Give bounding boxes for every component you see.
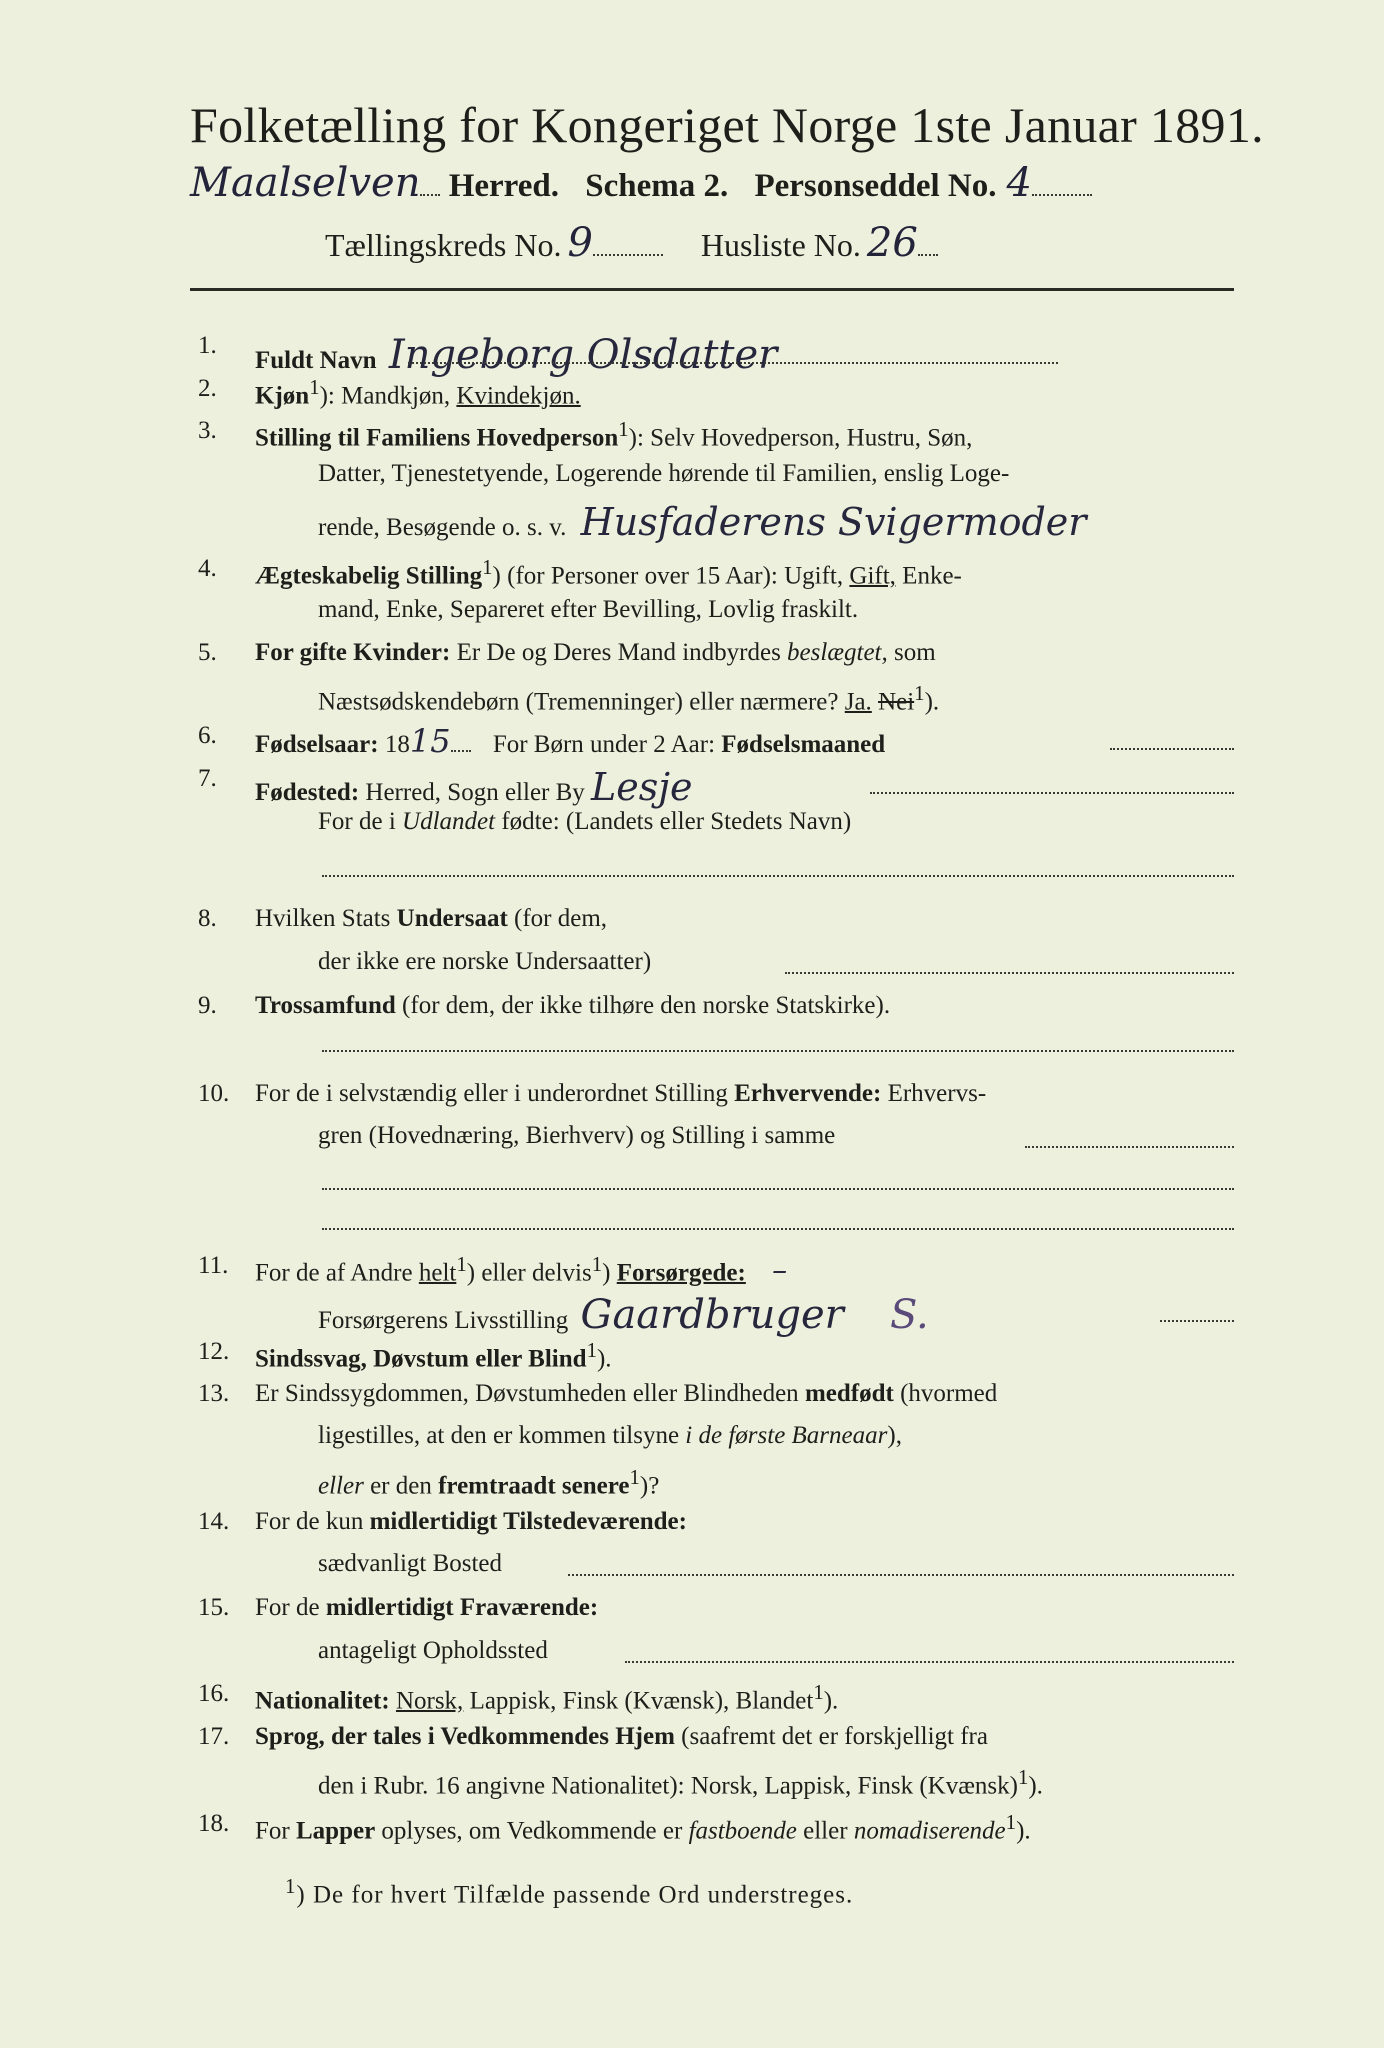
q11-label: Forsørgede: — [616, 1259, 746, 1287]
q7-line-2 — [318, 808, 851, 836]
header-rule — [190, 288, 1234, 291]
q11-line-1 — [255, 1252, 787, 1288]
footnote — [285, 1874, 853, 1909]
q11-dotted-line — [1160, 1320, 1234, 1322]
q18-text-1b: oplyses, om Vedkommende er — [381, 1817, 683, 1845]
q16-text: Lappisk, Finsk (Kvænsk), Blandet — [469, 1687, 814, 1715]
q11-mark-2: S. — [890, 1292, 929, 1338]
q2-footnote-ref: 1 — [309, 375, 320, 399]
q5-number: 5. — [198, 639, 217, 666]
q16-end: ). — [823, 1687, 839, 1715]
q14-dotted-line — [568, 1574, 1234, 1576]
schema-label: Schema 2. — [585, 168, 729, 204]
q8-number: 8. — [198, 905, 217, 932]
q12-footnote-ref: 1 — [586, 1338, 597, 1362]
q16-label: Nationalitet: — [255, 1687, 390, 1715]
q17-label: Sprog, der tales i Vedkommendes Hjem — [255, 1723, 675, 1750]
q6-text: For Børn under 2 Aar: — [492, 731, 716, 758]
q2-selected: Kvindekjøn. — [456, 382, 581, 410]
q9-line — [255, 992, 890, 1020]
q7-text-1: Herred, Sogn eller By — [365, 779, 585, 806]
q5-nei: Nei — [878, 688, 915, 716]
q18-italic-1: fastboende — [688, 1817, 797, 1845]
q12-line — [255, 1338, 612, 1373]
q18-label: Lapper — [295, 1817, 376, 1845]
q8-text-1a: Hvilken Stats — [255, 905, 391, 932]
q14-number: 14. — [198, 1508, 230, 1535]
q5-end: ). — [924, 688, 940, 716]
q13-text-2a: ligestilles, at den er kommen tilsyne — [318, 1422, 680, 1449]
q10-dotted-line-3 — [322, 1228, 1234, 1230]
q11-text-1b: ) eller delvis — [466, 1259, 592, 1287]
q6-number: 6. — [198, 722, 217, 749]
q17-line-2 — [318, 1765, 1043, 1800]
q4-text-1b: Enke- — [902, 562, 962, 590]
q11-footnote-ref-2: 1 — [591, 1252, 603, 1276]
q2-line — [255, 375, 581, 410]
q14-text-1: For de kun — [255, 1508, 364, 1535]
q1-number: 1. — [198, 332, 217, 359]
q13-text-2b: ), — [887, 1422, 902, 1449]
q4-text-2: mand, Enke, Separeret efter Bevilling, Lovlig fraskilt. — [318, 596, 859, 623]
q3-line-1 — [255, 417, 972, 452]
q1-line — [255, 332, 777, 378]
q13-line-1 — [255, 1380, 997, 1408]
q13-label-3: fremtraadt senere — [438, 1472, 630, 1500]
q15-line-1 — [255, 1594, 598, 1622]
q12-number: 12. — [198, 1338, 230, 1365]
q10-text-1b: Erhvervs- — [887, 1080, 987, 1107]
q3-label: Stilling til Familiens Hovedperson — [255, 424, 619, 452]
q2-label: Kjøn — [255, 382, 310, 410]
q11-footnote-ref: 1 — [456, 1252, 467, 1276]
q15-text-1: For de — [255, 1594, 320, 1621]
q10-number: 10. — [198, 1080, 230, 1107]
q13-label: medfødt — [804, 1380, 894, 1407]
q1-label: Fuldt Navn — [255, 347, 377, 374]
q7-label: Fødested: — [255, 779, 360, 806]
q7-number: 7. — [198, 765, 217, 792]
q17-text-2: den i Rubr. 16 angivne Nationalitet): Norsk, Lappisk, Finsk (Kvænsk) — [318, 1772, 1018, 1800]
q18-text-1c: eller — [803, 1817, 848, 1845]
q15-text-2: antageligt Opholdssted — [318, 1637, 548, 1664]
q5-text-1-italic: beslægtet, — [787, 639, 888, 666]
q13-text-3b: )? — [639, 1472, 660, 1500]
q3-value: Husfaderens Svigermoder — [580, 500, 1087, 544]
q7-dotted-line-2 — [322, 875, 1234, 877]
q14-text-2: sædvanligt Bosted — [318, 1550, 503, 1577]
q2-text: ): Mandkjøn, — [319, 382, 451, 410]
q13-text-1b: (hvormed — [900, 1380, 998, 1407]
q4-number: 4. — [198, 555, 217, 582]
q9-dotted-line — [322, 1050, 1234, 1052]
q17-end: ). — [1028, 1772, 1043, 1800]
q3-text-2: Datter, Tjenestetyende, Logerende hørende til Familien, enslig Loge- — [318, 460, 1010, 487]
q7-text-2-italic: Udlandet — [402, 808, 496, 835]
q5-ja: Ja. — [844, 688, 872, 716]
q1-value: Ingeborg Olsdatter — [388, 332, 778, 378]
husliste-value: 26 — [866, 220, 918, 266]
q14-line-1 — [255, 1508, 687, 1536]
q7-text-2a: For de i — [318, 808, 396, 835]
q11-value: Gaardbruger — [580, 1292, 844, 1338]
q6-dotted-line — [1110, 748, 1234, 750]
q4-line-1 — [255, 555, 962, 590]
q7-line-1 — [255, 765, 693, 809]
q3-text-1: ): Selv Hovedperson, Hustru, Søn, — [628, 424, 973, 452]
q11-number: 11. — [198, 1252, 229, 1279]
q10-dotted-line — [1025, 1146, 1234, 1148]
q11-mark: – — [772, 1253, 788, 1289]
q13-number: 13. — [198, 1380, 230, 1407]
kreds-value: 9 — [567, 220, 593, 266]
q6-prefix: 18 — [384, 731, 410, 758]
header-row-1 — [190, 160, 1092, 206]
q13-line-3 — [318, 1465, 659, 1500]
q3-line-3 — [318, 500, 1086, 544]
q7-value: Lesje — [591, 765, 693, 809]
q8-dotted-line — [785, 972, 1234, 974]
q18-footnote-ref: 1 — [1005, 1810, 1017, 1834]
q17-line-1 — [255, 1723, 988, 1751]
q12-end: ). — [596, 1345, 612, 1373]
q4-label: Ægteskabelig Stilling — [255, 562, 483, 590]
q16-footnote-ref: 1 — [813, 1680, 824, 1704]
q17-text-1: (saafremt det er forskjelligt fra — [681, 1723, 988, 1750]
q5-footnote-ref: 1 — [914, 681, 925, 705]
footnote-text: ) De for hvert Tilfælde passende Ord understreges. — [296, 1881, 854, 1909]
dotted-leader — [1032, 194, 1092, 196]
q14-label: midlertidigt Tilstedeværende: — [369, 1508, 687, 1535]
q15-dotted-line — [625, 1661, 1234, 1663]
q9-label: Trossamfund — [255, 992, 396, 1019]
q11-text-1c: ) — [602, 1259, 611, 1287]
kreds-label: Tællingskreds No. — [325, 227, 562, 263]
q10-text-2: gren (Hovednæring, Bierhverv) og Stilling i samme — [318, 1122, 836, 1149]
q8-label: Undersaat — [396, 905, 508, 932]
q10-dotted-line-2 — [322, 1188, 1234, 1190]
q12-label: Sindssvag, Døvstum eller Blind — [255, 1345, 587, 1373]
dotted-leader — [420, 194, 440, 196]
q11-selected: helt — [418, 1259, 457, 1287]
q18-number: 18. — [198, 1810, 230, 1837]
q8-line-1 — [255, 905, 607, 933]
q13-text-1: Er Sindssygdommen, Døvstumheden eller Blindheden — [255, 1380, 799, 1407]
q18-line — [255, 1810, 1031, 1845]
q7-text-2b: fødte: (Landets eller Stedets Navn) — [501, 808, 852, 835]
q18-italic-2: nomadiserende — [853, 1817, 1006, 1845]
q13-footnote-ref: 1 — [629, 1465, 640, 1489]
q7-dotted-line — [870, 792, 1234, 794]
q5-text-1: Er De og Deres Mand indbyrdes — [456, 639, 781, 666]
personseddel-value: 4 — [1006, 160, 1032, 206]
q9-text: (for dem, der ikke tilhøre den norske Statskirke). — [402, 992, 891, 1019]
q2-number: 2. — [198, 375, 217, 402]
q6-label: Fødselsaar: — [255, 731, 379, 758]
q16-number: 16. — [198, 1680, 230, 1707]
q16-line — [255, 1680, 838, 1715]
q15-number: 15. — [198, 1594, 230, 1621]
q8-text-1b: (for dem, — [514, 905, 608, 932]
q4-text-1: ) (for Personer over 15 Aar): Ugift, — [492, 562, 844, 590]
q13-text-2-italic: i de første Barneaar — [685, 1422, 888, 1449]
dotted-leader — [593, 254, 663, 256]
q5-label: For gifte Kvinder: — [255, 639, 451, 666]
husliste-label: Husliste No. — [700, 227, 861, 263]
q3-number: 3. — [198, 417, 217, 444]
q13-line-2 — [318, 1422, 902, 1450]
q11-text-1: For de af Andre — [255, 1259, 413, 1287]
q18-end: ). — [1016, 1817, 1031, 1845]
q13-text-3a: er den — [370, 1472, 432, 1500]
header-row-2 — [325, 220, 938, 266]
q6-line — [255, 722, 885, 760]
q3-footnote-ref: 1 — [618, 417, 629, 441]
q17-number: 17. — [198, 1723, 230, 1750]
q11-line-2 — [318, 1292, 929, 1338]
q16-selected: Norsk, — [395, 1687, 464, 1715]
q8-text-2: der ikke ere norske Undersaatter) — [318, 948, 652, 975]
q15-label: midlertidigt Fraværende: — [325, 1594, 599, 1621]
personseddel-label: Personseddel No. — [754, 168, 997, 204]
q4-selected: Gift, — [849, 562, 896, 590]
q18-text-1: For — [255, 1817, 290, 1845]
q6-value: 15 — [409, 722, 451, 760]
q6-label-2: Fødselsmaaned — [721, 731, 886, 758]
q3-text-3: rende, Besøgende o. s. v. — [318, 514, 567, 541]
herred-value: Maalselven — [190, 160, 421, 206]
q9-number: 9. — [198, 992, 217, 1019]
q4-footnote-ref: 1 — [482, 555, 493, 579]
form-title: Folketælling for Kongeriget Norge 1ste Januar 1891. — [190, 97, 1264, 153]
q10-line-1 — [255, 1080, 986, 1108]
q5-text-2: Næstsødskendebørn (Tremenninger) eller nærmere? — [318, 688, 839, 716]
dotted-leader — [918, 254, 938, 256]
q5-text-1b: som — [893, 639, 936, 666]
q10-text-1: For de i selvstændig eller i underordnet Stilling — [255, 1080, 728, 1107]
q11-text-2: Forsørgerens Livsstilling — [318, 1307, 569, 1334]
dotted-leader — [451, 750, 471, 752]
q13-text-3-italic: eller — [318, 1472, 364, 1500]
q1-dotted-line — [408, 362, 1058, 364]
q5-line-1 — [255, 639, 936, 667]
footnote-mark: 1 — [285, 1874, 297, 1898]
q5-line-2 — [318, 681, 939, 716]
q10-label: Erhvervende: — [734, 1080, 882, 1107]
q17-footnote-ref: 1 — [1017, 1765, 1029, 1789]
herred-label: Herred. — [448, 168, 559, 204]
